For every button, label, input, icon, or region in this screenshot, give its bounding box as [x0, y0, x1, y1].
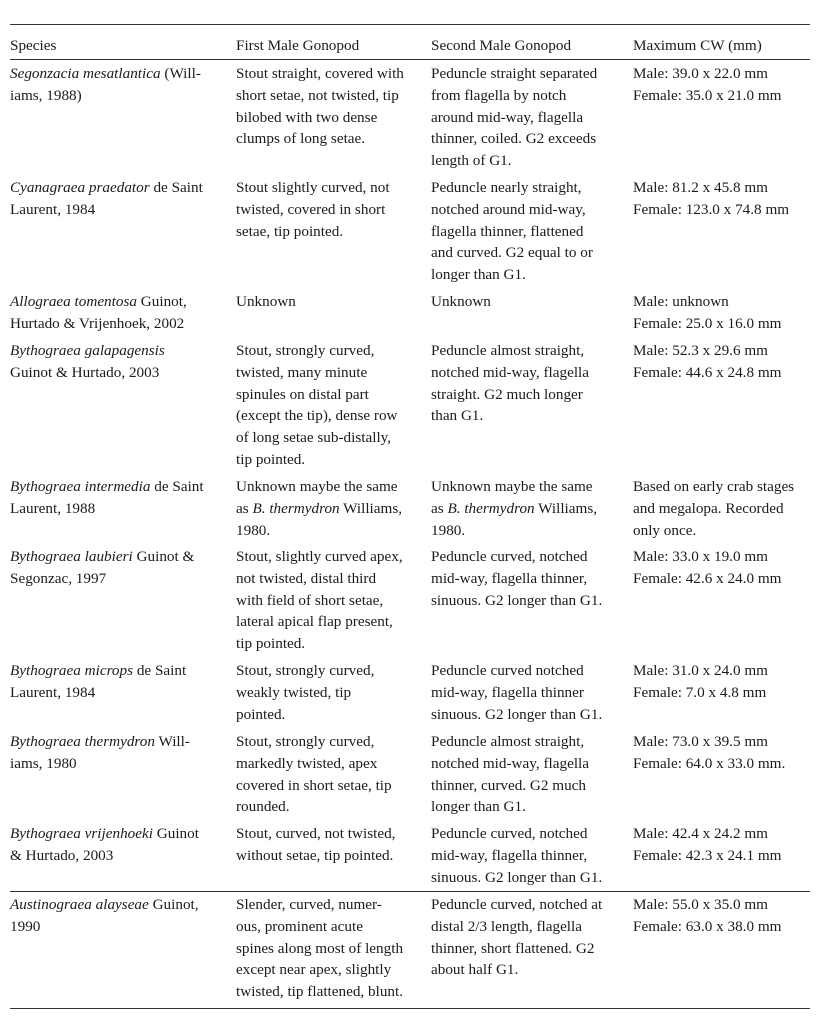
second-gonopod-text: Unknown maybe the same as	[431, 478, 593, 517]
max-cw-cell: Male: 31.0 x 24.0 mm Female: 7.0 x 4.8 mm	[633, 662, 768, 701]
max-cw-cell: Based on early crab stages and megalopa. Recorded only once.	[633, 478, 795, 539]
species-cell	[10, 660, 232, 704]
species-authority: de Saint Laurent, 1984	[10, 662, 187, 701]
second-gonopod-cell: Peduncle almost straight, notched mid-way, flagella straight. G2 much longer than G1.	[431, 342, 589, 425]
max-cw-cell: Male: 81.2 x 45.8 mm Female: 123.0 x 74.8 mm	[633, 179, 790, 218]
second-gonopod-cell: Peduncle nearly straight, notched around mid-way, flagella thinner, flattened and curved. G2 equal to or longer than G1.	[431, 179, 593, 284]
second-gonopod-species: B. thermydron	[447, 499, 535, 517]
first-gonopod-cell: Unknown	[236, 293, 296, 310]
table-top-rule	[10, 24, 810, 25]
second-gonopod-authority: Williams, 1980.	[431, 499, 598, 539]
second-gonopod-cell: Peduncle straight separated from flagella by notch around mid-way, flagella thinner, coiled. G2 exceeds length of G1.	[431, 65, 598, 170]
table-bottom-rule	[10, 1008, 810, 1009]
table-section-rule	[10, 891, 810, 892]
first-gonopod-cell: Stout straight, covered with short setae, not twisted, tip bilobed with two dense clumps of long setae.	[236, 65, 404, 148]
species-name: Cyanagraea praedator	[10, 179, 150, 196]
first-gonopod-text: Unknown maybe the same as	[236, 478, 398, 517]
first-gonopod-cell: Stout slightly curved, not twisted, covered in short setae, tip pointed.	[236, 179, 390, 240]
first-gonopod-cell: Stout, slightly curved apex, not twisted, distal third with field of short setae, lateral apical flap present, tip pointed.	[236, 548, 403, 653]
species-cell	[10, 340, 232, 384]
max-cw-cell: Male: 42.4 x 24.2 mm Female: 42.3 x 24.1 mm	[633, 825, 782, 864]
species-authority: de Saint Laurent, 1988	[10, 478, 204, 517]
second-gonopod-cell: Peduncle curved, notched mid-way, flagella thinner, sinuous. G2 longer than G1.	[431, 548, 603, 609]
species-name: Austinograea alayseae	[10, 896, 149, 913]
first-gonopod-cell: Stout, strongly curved, weakly twisted, tip pointed.	[236, 662, 375, 723]
species-name: Bythograea intermedia	[10, 478, 151, 495]
first-gonopod-authority: Williams, 1980.	[236, 499, 403, 539]
species-name: Bythograea microps	[10, 662, 134, 679]
max-cw-cell: Male: 52.3 x 29.6 mm Female: 44.6 x 24.8 mm	[633, 342, 782, 381]
species-authority: Guinot & Hurtado, 2003	[10, 825, 199, 864]
second-gonopod-cell: Peduncle curved, notched at distal 2/3 length, flagella thinner, short flattened. G2 about half G1.	[431, 896, 603, 979]
species-cell	[10, 823, 232, 867]
max-cw-cell: Male: 39.0 x 22.0 mm Female: 35.0 x 21.0 mm	[633, 65, 782, 104]
species-cell	[10, 894, 232, 938]
table-header-row	[10, 35, 810, 57]
first-gonopod-cell: Slender, curved, numer- ous, prominent acute spines along most of length except near apex, slightly twisted, tip flattened, blunt.	[236, 896, 404, 1001]
species-name: Segonzacia mesatlantica	[10, 65, 161, 82]
max-cw-cell: Male: 73.0 x 39.5 mm Female: 64.0 x 33.0 mm.	[633, 733, 786, 772]
species-cell	[10, 731, 232, 775]
header-species: Species	[10, 37, 57, 54]
first-gonopod-species: B. thermydron	[252, 499, 340, 517]
header-second-gonopod: Second Male Gonopod	[431, 37, 572, 54]
second-gonopod-cell: Peduncle curved notched mid-way, flagella thinner sinuous. G2 longer than G1.	[431, 662, 603, 723]
species-name: Allograea tomentosa	[10, 293, 137, 310]
species-name: Bythograea vrijenhoeki	[10, 825, 153, 842]
species-authority: Will- iams, 1980	[10, 733, 190, 772]
second-gonopod-cell: Peduncle almost straight, notched mid-way, flagella thinner, curved. G2 much longer than G1.	[431, 733, 589, 816]
species-authority: Guinot & Hurtado, 2003	[10, 363, 160, 381]
species-cell	[10, 177, 232, 221]
species-name: Bythograea thermydron	[10, 733, 155, 750]
header-first-gonopod: First Male Gonopod	[236, 37, 360, 54]
species-authority: Guinot, Hurtado & Vrijenhoek, 2002	[10, 293, 187, 332]
second-gonopod-cell	[431, 476, 631, 541]
second-gonopod-cell: Unknown	[431, 293, 491, 310]
species-cell	[10, 476, 232, 520]
first-gonopod-cell	[236, 476, 429, 541]
species-authority: (Will- iams, 1988)	[10, 65, 201, 104]
species-authority: de Saint Laurent, 1984	[10, 179, 203, 218]
species-authority: Guinot & Segonzac, 1997	[10, 548, 195, 587]
header-max-cw: Maximum CW (mm)	[633, 37, 762, 54]
second-gonopod-cell: Peduncle curved, notched mid-way, flagella thinner, sinuous. G2 longer than G1.	[431, 825, 603, 886]
species-cell	[10, 291, 232, 335]
first-gonopod-cell: Stout, curved, not twisted, without setae, tip pointed.	[236, 825, 396, 864]
species-authority: Guinot, 1990	[10, 896, 199, 935]
species-cell	[10, 546, 232, 590]
max-cw-cell: Male: 55.0 x 35.0 mm Female: 63.0 x 38.0 mm	[633, 896, 782, 935]
first-gonopod-cell: Stout, strongly curved, markedly twisted, apex covered in short setae, tip rounded.	[236, 733, 392, 816]
max-cw-cell: Male: 33.0 x 19.0 mm Female: 42.6 x 24.0 mm	[633, 548, 782, 587]
max-cw-cell: Male: unknown Female: 25.0 x 16.0 mm	[633, 293, 782, 332]
species-name: Bythograea galapagensis	[10, 342, 165, 359]
table-header-rule	[10, 59, 810, 60]
first-gonopod-cell: Stout, strongly curved, twisted, many minute spinules on distal part (except the tip), dense row of long setae sub-distally, tip pointed.	[236, 342, 398, 468]
species-cell	[10, 63, 232, 107]
species-name: Bythograea laubieri	[10, 548, 133, 565]
